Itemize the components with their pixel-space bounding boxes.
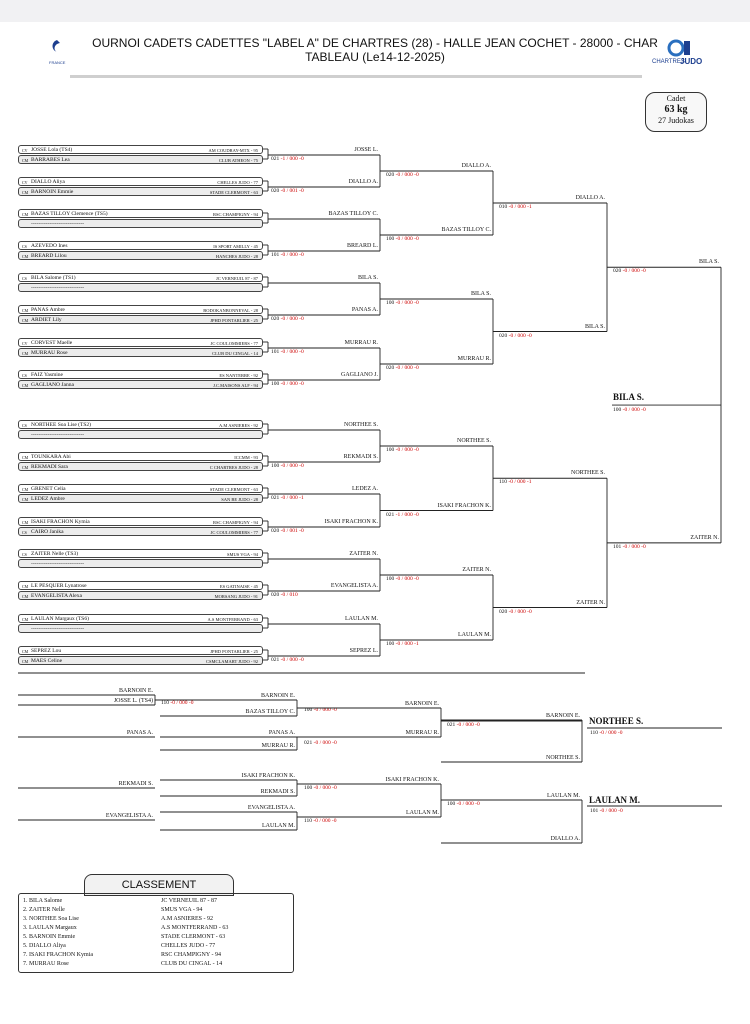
- competitor-code: CM: [22, 318, 29, 323]
- competitor-code: CS: [22, 373, 27, 378]
- competitor-club: JC COULOMMIERS - 77: [210, 530, 258, 535]
- score-detail: -0 / 000 -0: [599, 730, 623, 736]
- svg-text:FRANCE: FRANCE: [49, 60, 66, 65]
- competitor-name: LEDEZ Ambre: [31, 496, 65, 502]
- competitor-name: TOUNKARA Abi: [31, 454, 71, 460]
- score-main: 100: [304, 707, 313, 713]
- competitor-name: PANAS Ambre: [31, 307, 65, 313]
- ranking-name: 3. LAULAN Margaux: [23, 925, 77, 931]
- score-detail: -0 / 000 -0: [280, 657, 304, 663]
- r2-winner: MURRAU R.: [457, 356, 491, 362]
- competitor-name: REKMADI Sara: [31, 464, 68, 470]
- competitor-club: ICCMM - 93: [234, 455, 258, 460]
- score-detail: -0 / 000 -0: [280, 381, 304, 387]
- competitor-code: CM: [22, 594, 29, 599]
- rep-name: LAULAN M.: [406, 810, 439, 816]
- r4-winner: ZAITER N.: [690, 534, 719, 541]
- competitor-code: CV: [22, 341, 28, 346]
- competitor-club: STADE CLERMONT - 63: [209, 487, 258, 492]
- r2-winner: NORTHEE S.: [457, 438, 491, 444]
- r3-winner: ZAITER N.: [576, 599, 605, 606]
- bronze-winner: NORTHEE S.: [589, 716, 644, 726]
- score-main: 020: [271, 188, 280, 194]
- r1-winner: SEPREZ L.: [349, 648, 378, 654]
- competitor-name: BILA Salome (TS1): [31, 275, 76, 281]
- score-detail: -0 / 000 -1: [395, 641, 419, 647]
- rep-name: ISAKI FRACHON K.: [241, 773, 295, 779]
- competitor-club: RSC CHAMPIGNY - 94: [213, 520, 258, 525]
- r1-winner: ISAKI FRACHON K.: [324, 519, 378, 525]
- rep-name: MURRAU R.: [261, 743, 295, 749]
- rep-name: DIALLO A.: [550, 836, 580, 842]
- r3-winner: DIALLO A.: [575, 195, 605, 201]
- ranking-club: A.M ASNIERES - 92: [161, 916, 214, 922]
- score-main: 020: [499, 608, 508, 615]
- category-weight: 63 kg: [664, 104, 688, 115]
- score-detail: -0 / 000 -0: [508, 608, 532, 615]
- score-detail: -0 / 000 -1: [508, 204, 532, 210]
- competitor-name: GAGLIANO Janna: [31, 382, 74, 388]
- ranking-row: [23, 960, 223, 969]
- score-main: 101: [590, 808, 599, 814]
- score-detail: -0 / 000 -0: [395, 172, 419, 178]
- ranking-name: 3. NORTHEE Soa Lise: [23, 916, 79, 922]
- svg-text:JUDO: JUDO: [680, 57, 703, 66]
- r1-winner: EVANGELISTA A.: [330, 583, 378, 589]
- r2-winner: LAULAN M.: [458, 632, 491, 638]
- competitor-name: BARRABES Lea: [31, 157, 70, 163]
- score-main: 100: [386, 576, 395, 582]
- score-main: 021: [447, 722, 456, 728]
- competitor-code: CM: [22, 520, 29, 525]
- r1-winner: DIALLO A.: [348, 179, 378, 185]
- r4-winner: BILA S.: [698, 259, 719, 266]
- rep-name: ISAKI FRACHON K.: [385, 777, 439, 783]
- score-main: 020: [613, 268, 622, 275]
- score-main: 021: [386, 511, 395, 518]
- score-detail: -0 / 000 -0: [622, 543, 646, 550]
- score-main: 110: [499, 479, 508, 486]
- competitor-club: A.M ASNIERES - 92: [218, 423, 258, 428]
- competitor-club: RSC CHAMPIGNY - 94: [213, 212, 258, 217]
- competitor-club: J.C.MAISONS ALF - 94: [213, 383, 258, 388]
- ranking-name: 5. BARNOIN Emmie: [23, 934, 76, 940]
- competitor-code: CV: [22, 148, 28, 153]
- competitor-club: IS SPORT AMILLY - 45: [213, 244, 258, 249]
- competitor-code: CM: [22, 383, 29, 388]
- category-label: Cadet: [666, 94, 686, 103]
- competitor-code: CM: [22, 487, 29, 492]
- competitor-code: CS: [22, 530, 27, 535]
- score-detail: -0 / 000 -0: [313, 818, 337, 824]
- competitor-code: CM: [22, 497, 29, 502]
- score-main: 110: [161, 700, 170, 706]
- competitor-name: LAULAN Margaux (TS6): [31, 616, 89, 622]
- rep-name: LAULAN M.: [262, 823, 295, 829]
- r1-winner: NORTHEE S.: [344, 422, 378, 428]
- competitor-code: CV: [22, 180, 28, 185]
- ranking-name: 7. MURRAU Rose: [23, 961, 69, 967]
- rep-name: LAULAN M.: [547, 793, 580, 799]
- score-main: 020: [271, 528, 280, 534]
- competitor-club: A.S MONTFERRAND - 63: [207, 617, 258, 622]
- score-detail: -0 / 000 -0: [280, 463, 304, 469]
- competitor-name: JOSSE Lola (TS4): [31, 147, 73, 153]
- score-detail: -0 / 000 -1: [280, 495, 304, 501]
- competitor-club: STADE CLERMONT - 63: [209, 190, 258, 195]
- ranking-club: CHELLES JUDO - 77: [161, 943, 216, 949]
- competitor-club: C CHARTRES JUDO - 28: [209, 465, 258, 470]
- r1-winner: MURRAU R.: [344, 340, 378, 346]
- competitor-code: CM: [22, 584, 29, 589]
- score-detail: -0 / 001 -0: [280, 528, 304, 534]
- competitor-code: CS: [22, 423, 27, 428]
- r2-winner: BILA S.: [470, 291, 491, 297]
- score-detail: -0 / 000 -0: [456, 801, 480, 807]
- competitor-code: CM: [22, 351, 29, 356]
- ranking-name: 5. DIALLO Aliya: [23, 943, 66, 949]
- score-detail: -0 / 000 -0: [622, 268, 646, 275]
- tournament-title: OURNOI CADETS CADETTES "LABEL A" DE CHARTRES (28) - HALLE JEAN COCHET - 28000 - CHAR: [92, 36, 658, 50]
- r1-winner: JOSSE L.: [354, 147, 378, 153]
- ranking-name: 1. BILA Salome: [23, 898, 63, 904]
- score-detail: -0 / 000 -0: [395, 300, 419, 306]
- svg-text:CHARTRES: CHARTRES: [652, 59, 685, 65]
- score-main: 101: [613, 543, 622, 550]
- rep-name: JOSSE L. (TS4): [113, 698, 153, 704]
- rep-name: NORTHEE S.: [546, 755, 580, 761]
- r2-winner: DIALLO A.: [461, 163, 491, 169]
- competitor-name: BARNOIN Emmie: [31, 189, 74, 195]
- tableau-date: TABLEAU (Le14-12-2025): [305, 50, 445, 64]
- competitor-code: CS: [22, 276, 27, 281]
- ranking-club: JC VERNEUIL 87 - 87: [161, 898, 217, 904]
- competitor-name: EVANGELISTA Alexa: [31, 593, 82, 599]
- score-detail: -0 / 000 -0: [280, 252, 304, 258]
- competitor-club: BODOKANBONNEVAL - 28: [203, 308, 258, 313]
- rep-name: BARNOIN E.: [261, 693, 295, 699]
- score-main: 100: [386, 300, 395, 306]
- rep-name: BARNOIN E.: [546, 713, 580, 719]
- competitor-code: CM: [22, 158, 29, 163]
- score-detail: -0 / 000 -0: [313, 785, 337, 791]
- competitor-name: AZEVEDO Ines: [31, 243, 68, 249]
- competitor-club: MORSANG JUDO - 91: [214, 594, 258, 599]
- score-detail: -0 / 000 -0: [395, 365, 419, 371]
- score-main: 100: [613, 407, 622, 414]
- score-detail: -0 / 000 -0: [508, 332, 532, 339]
- rep-name: EVANGELISTA A.: [105, 813, 153, 819]
- competitor-code: CM: [22, 465, 29, 470]
- competitor-club: JC VERNEUIL 87 - 87: [216, 276, 258, 281]
- competitor-name: ARDIET Lily: [31, 317, 62, 323]
- score-main: 010: [499, 204, 508, 210]
- ranking-row: [23, 942, 216, 951]
- score-main: 021: [304, 740, 313, 746]
- score-detail: -0 / 000 -0: [395, 447, 419, 453]
- rep-name: REKMADI S.: [118, 781, 153, 787]
- score-detail: -0 / 000 -0: [395, 236, 419, 242]
- r1-winner: BREARD L.: [346, 243, 378, 249]
- score-detail: -0 / 000 -1: [508, 479, 532, 486]
- score-main: 021: [271, 495, 280, 501]
- competitor-code: CM: [22, 649, 29, 654]
- ranking-title: CLASSEMENT: [84, 874, 234, 896]
- rep-name: BAZAS TILLOY C.: [245, 709, 295, 715]
- r1-winner: LAULAN M.: [345, 616, 378, 622]
- r1-winner: BILA S.: [357, 275, 378, 281]
- rep-name: PANAS A.: [268, 730, 295, 736]
- rep-name: BARNOIN E.: [119, 688, 153, 694]
- competitor-club: CHELLES JUDO - 77: [217, 180, 258, 185]
- score-detail: -0 / 000 -0: [313, 740, 337, 746]
- score-main: 020: [386, 365, 395, 371]
- score-detail: -0 / 000 -0: [280, 349, 304, 355]
- category-count: 27 Judokas: [658, 116, 694, 125]
- ranking-row: [23, 951, 221, 960]
- competitor-name: CAIRO Janika: [31, 529, 64, 535]
- competitor-club: SAN BE JUDO - 28: [221, 497, 258, 502]
- competitor-code: CS: [22, 552, 27, 557]
- score-main: 110: [304, 818, 313, 824]
- competitor-club: ES NANTERRE - 92: [219, 373, 258, 378]
- competitor-name: DIALLO Aliya: [31, 179, 65, 185]
- rep-name: MURRAU R.: [405, 730, 439, 736]
- ranking-row: [23, 933, 226, 942]
- ranking-club: STADE CLERMONT - 63: [161, 934, 226, 940]
- rep-name: PANAS A.: [126, 730, 153, 736]
- competitor-name: -----------------------------: [31, 626, 85, 632]
- champion-name: BILA S.: [613, 392, 645, 403]
- score-main: 021: [271, 657, 280, 663]
- competitor-code: CM: [22, 254, 29, 259]
- ranking-row: [23, 915, 214, 924]
- score-detail: -1 / 000 -0: [395, 511, 419, 518]
- r1-winner: PANAS A.: [351, 307, 378, 313]
- r1-winner: BAZAS TILLOY C.: [328, 211, 378, 217]
- ranking-club: SMUS VGA - 94: [161, 907, 203, 913]
- competitor-name: GRENET Celia: [31, 486, 66, 492]
- score-main: 020: [499, 332, 508, 339]
- score-main: 100: [304, 785, 313, 791]
- score-detail: -0 / 000 -0: [622, 407, 646, 414]
- competitor-name: SEPREZ Lou: [31, 648, 62, 654]
- competitor-code: CM: [22, 308, 29, 313]
- score-detail: -0 / 001 -0: [280, 188, 304, 194]
- r2-winner: ISAKI FRACHON K.: [437, 502, 491, 509]
- score-detail: -0 / 000 -0: [599, 808, 623, 814]
- competitor-club: AM COUDRAY-MTX - 95: [208, 148, 258, 153]
- competitor-name: MAES Celine: [31, 658, 63, 664]
- competitor-name: ZAITER Nelle (TS3): [31, 551, 79, 557]
- score-main: 100: [386, 447, 395, 453]
- competitor-name: BAZAS TILLOY Clemence (TS5): [31, 211, 108, 217]
- r1-winner: REKMADI S.: [343, 454, 378, 460]
- score-main: 101: [271, 349, 280, 355]
- ranking-row: [23, 924, 229, 933]
- ranking-club: CLUB DU CINGAL - 14: [161, 961, 223, 967]
- competitor-code: CS: [22, 244, 27, 249]
- competitor-club: JPHD PONTARLIER - 25: [210, 649, 258, 654]
- competitor-club: SMUS VGA - 94: [226, 552, 258, 557]
- r3-winner: NORTHEE S.: [571, 470, 605, 477]
- r1-winner: LEDEZ A.: [352, 486, 378, 492]
- rep-name: BARNOIN E.: [405, 701, 439, 707]
- score-main: 100: [386, 641, 395, 647]
- score-detail: -0 / 000 -0: [280, 316, 304, 322]
- rep-name: REKMADI S.: [260, 789, 295, 795]
- score-detail: -0 / 000 -0: [456, 722, 480, 728]
- competitor-club: CLUB DU CINGAL - 14: [212, 351, 258, 356]
- r1-winner: ZAITER N.: [349, 551, 378, 557]
- competitor-name: NORTHEE Soa Lise (TS2): [31, 422, 92, 428]
- score-main: 021: [271, 156, 280, 162]
- score-main: 020: [271, 316, 280, 322]
- r2-winner: BAZAS TILLOY C.: [441, 227, 491, 233]
- score-main: 101: [271, 252, 280, 258]
- competitor-name: ISAKI FRACHON Kymia: [31, 519, 90, 525]
- rep-name: EVANGELISTA A.: [247, 805, 295, 811]
- competitor-name: -----------------------------: [31, 561, 85, 567]
- score-main: 020: [386, 172, 395, 178]
- score-main: 100: [386, 236, 395, 242]
- competitor-name: BREARD Lilou: [31, 253, 67, 259]
- ranking-row: [23, 897, 217, 906]
- score-main: 100: [447, 801, 456, 807]
- competitor-name: CORVEST Maelle: [31, 340, 73, 346]
- competitor-code: CM: [22, 212, 29, 217]
- competitor-club: HANCHES JUDO - 28: [215, 254, 258, 259]
- score-detail: -0 / 010: [280, 592, 298, 598]
- competitor-club: ES GATINAISE - 45: [219, 584, 258, 589]
- ranking-club: A.S MONTFERRAND - 63: [161, 925, 229, 931]
- competitor-code: CM: [22, 455, 29, 460]
- competitor-name: MURRAU Rose: [31, 350, 68, 356]
- competitor-name: -----------------------------: [31, 432, 85, 438]
- competitor-name: LE PESQUER Lynatrose: [31, 583, 87, 589]
- competitor-club: CSMCLAMART JUDO - 92: [205, 659, 258, 664]
- competitor-code: CM: [22, 659, 29, 664]
- ranking-row: [23, 906, 203, 915]
- bronze-winner-2: LAULAN M.: [589, 795, 640, 805]
- competitor-name: -----------------------------: [31, 285, 85, 291]
- ranking-table: [18, 893, 294, 973]
- score-main: 100: [271, 463, 280, 469]
- score-detail: -0 / 000 -0: [170, 700, 194, 706]
- r3-winner: BILA S.: [584, 323, 605, 330]
- competitor-code: CM: [22, 617, 29, 622]
- competitor-code: CM: [22, 190, 29, 195]
- score-main: 020: [271, 592, 280, 598]
- score-detail: -1 / 000 -0: [280, 156, 304, 162]
- ranking-club: RSC CHAMPIGNY - 94: [161, 952, 221, 958]
- score-main: 110: [590, 730, 599, 736]
- competitor-club: JC COULOMMIERS - 77: [210, 341, 258, 346]
- competitor-club: CLUB ATHEON - 75: [218, 158, 258, 163]
- ranking-name: 2. ZAITER Nelle: [23, 907, 65, 913]
- score-detail: -0 / 000 -0: [313, 707, 337, 713]
- ranking-name: 7. ISAKI FRACHON Kymia: [23, 952, 94, 958]
- r1-winner: GAGLIANO J.: [341, 372, 378, 378]
- competitor-name: -----------------------------: [31, 221, 85, 227]
- competitor-club: JPHD PONTARLIER - 25: [210, 318, 258, 323]
- score-main: 100: [271, 381, 280, 387]
- score-detail: -0 / 000 -0: [395, 576, 419, 582]
- competitor-name: FAIZ Yasmine: [31, 372, 63, 378]
- r2-winner: ZAITER N.: [462, 567, 491, 573]
